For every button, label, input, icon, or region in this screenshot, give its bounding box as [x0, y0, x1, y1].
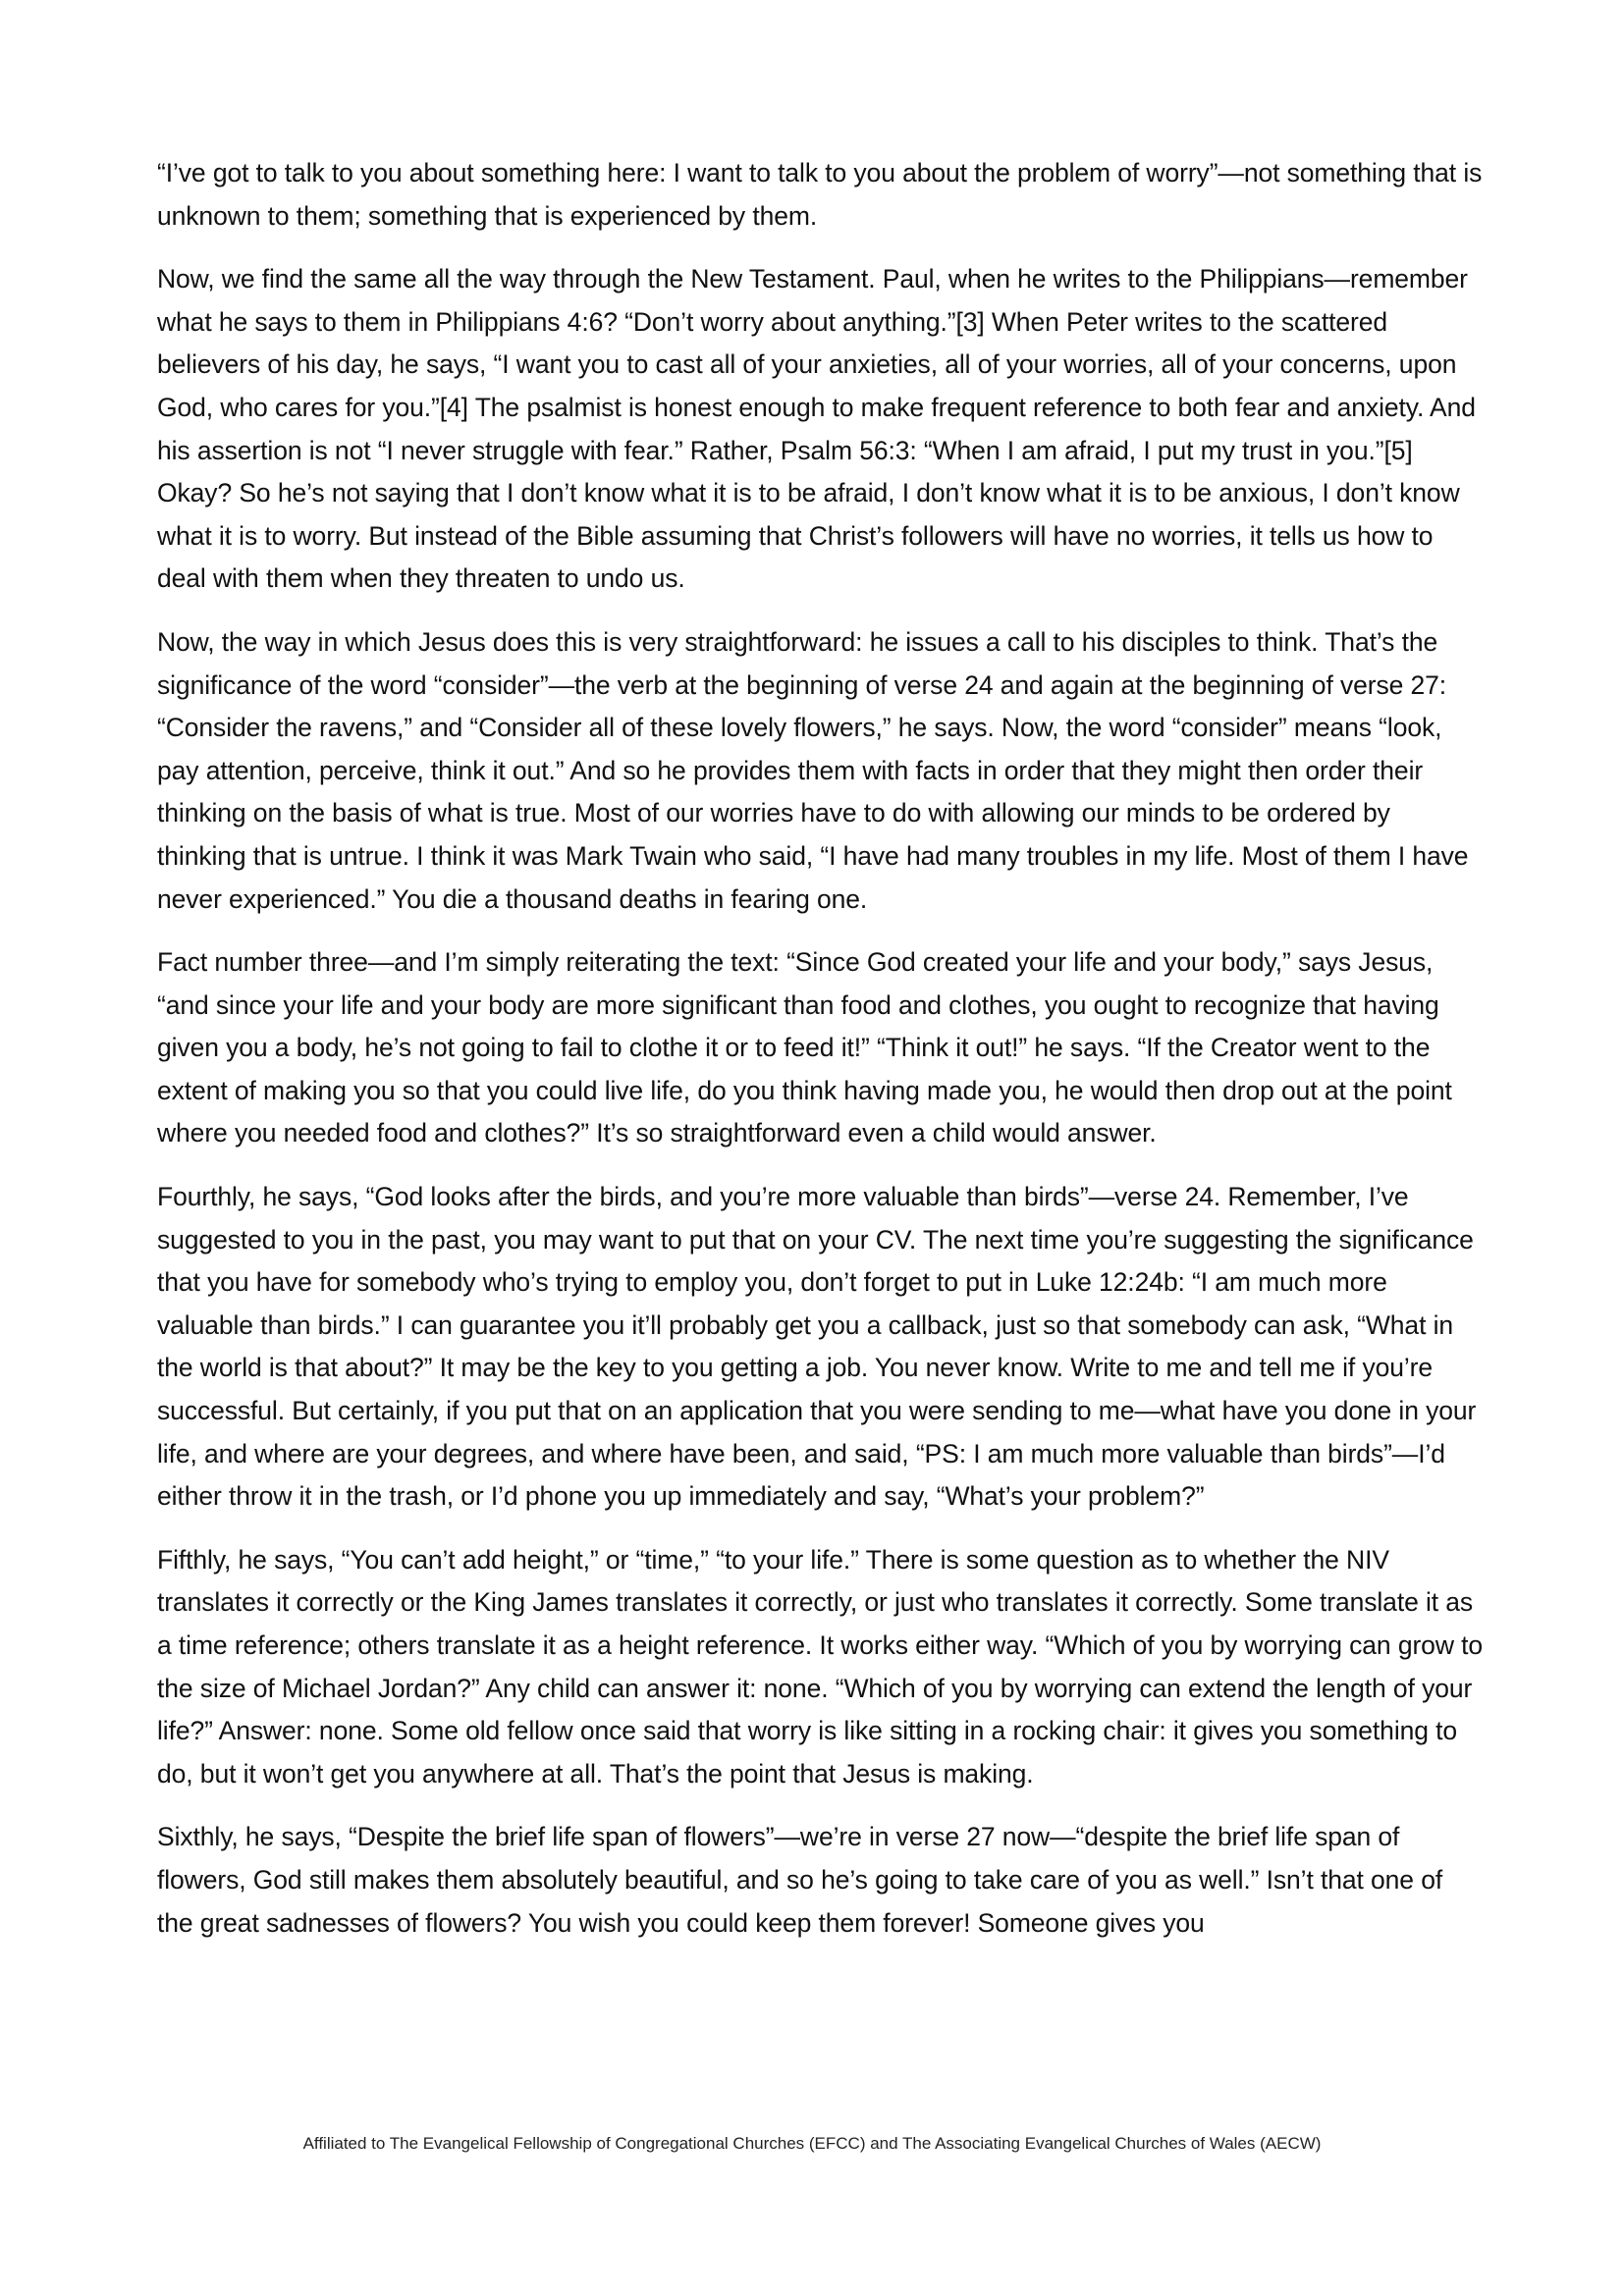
- paragraph-2: Now, we find the same all the way through the New Testament. Paul, when he writes to the Philippians—remember what he says to them in Philippians 4:6? “Don’t worry about anything.”[3] When Peter writes to the scattered believers of his day, he says, “I want you to cast all of your anxieties, all of your worries, all of your concerns, upon God, who cares for you.”[4] The psalmist is honest enough to make frequent reference to both fear and anxiety. And his assertion is not “I never struggle with fear.” Rather, Psalm 56:3: “When I am afraid, I put my trust in you.”[5] Okay? So he’s not saying that I don’t know what it is to be afraid, I don’t know what it is to be anxious, I don’t know what it is to worry. But instead of the Bible assuming that Christ’s followers will have no worries, it tells us how to deal with them when they threaten to undo us.: [157, 264, 1476, 594]
- paragraph-3: Now, the way in which Jesus does this is very straightforward: he issues a call to his disciples to think. That’s the significance of the word “consider”—the verb at the beginning of verse 24 and again at the beginning of verse 27: “Consider the ravens,” and “Consider all of these lovely flowers,” he says. Now, the word “consider” means “look, pay attention, perceive, think it out.” And so he provides them with facts in order that they might then order their thinking on the basis of what is true. Most of our worries have to do with allowing our minds to be ordered by thinking that is untrue. I think it was Mark Twain who said, “I have had many troubles in my life. Most of them I have never experienced.” You die a thousand deaths in fearing one.: [157, 626, 1469, 914]
- body-text: [157, 152, 1485, 1965]
- paragraph-6: Fifthly, he says, “You can’t add height,” or “time,” “to your life.” There is some question as to whether the NIV translates it correctly or the King James translates it correctly, or just who translates it correctly. Some translate it as a time reference; others translate it as a height reference. It works either way. “Which of you by worrying can grow to the size of Michael Jordan?” Any child can answer it: none. “Which of you by worrying can extend the length of your life?” Answer: none. Some old fellow once said that worry is like sitting in a rocking chair: it gives you something to do, but it won’t get you anywhere at all. That’s the point that Jesus is making.: [157, 1544, 1484, 1789]
- paragraph-7: Sixthly, he says, “Despite the brief life span of flowers”—we’re in verse 27 now—“despite the brief life span of flowers, God still makes them absolutely beautiful, and so he’s going to take care of you as well.” Isn’t that one of the great sadnesses of flowers? You wish you could keep them forever! Someone gives you: [157, 1822, 1443, 1938]
- paragraph-5: Fourthly, he says, “God looks after the birds, and you’re more valuable than birds”—verse 24. Remember, I’ve suggested to you in the past, you may want to put that on your CV. The next time you’re suggesting the significance that you have for somebody who’s trying to employ you, don’t forget to put in Luke 12:24b: “I am much more valuable than birds.” I can guarantee you it’ll probably get you a callback, just so that somebody can ask, “What in the world is that about?” It may be the key to you getting a job. You never know. Write to me and tell me if you’re successful. But certainly, if you put that on an application that you were sending to me—what have you done in your life, and where are your degrees, and where have been, and said, “PS: I am much more valuable than birds”—I’d either throw it in the trash, or I’d phone you up immediately and say, “What’s your problem?”: [157, 1182, 1477, 1512]
- paragraph-4: Fact number three—and I’m simply reiterating the text: “Since God created your life and your body,” says Jesus, “and since your life and your body are more significant than food and clothes, you ought to recognize that having given you a body, he’s not going to fail to clothe it or to feed it!” “Think it out!” he says. “If the Creator went to the extent of making you so that you could live life, do you think having made you, he would then drop out at the point where you needed food and clothes?” It’s so straightforward even a child would answer.: [157, 947, 1452, 1148]
- paragraph-1: “I’ve got to talk to you about something here: I want to talk to you about the problem of worry”—not something that is unknown to them; something that is experienced by them.: [157, 158, 1483, 231]
- page-footer: Affiliated to The Evangelical Fellowship of Congregational Churches (EFCC) and The Associating Evangelical Churches of Wales (AECW): [302, 2134, 1322, 2153]
